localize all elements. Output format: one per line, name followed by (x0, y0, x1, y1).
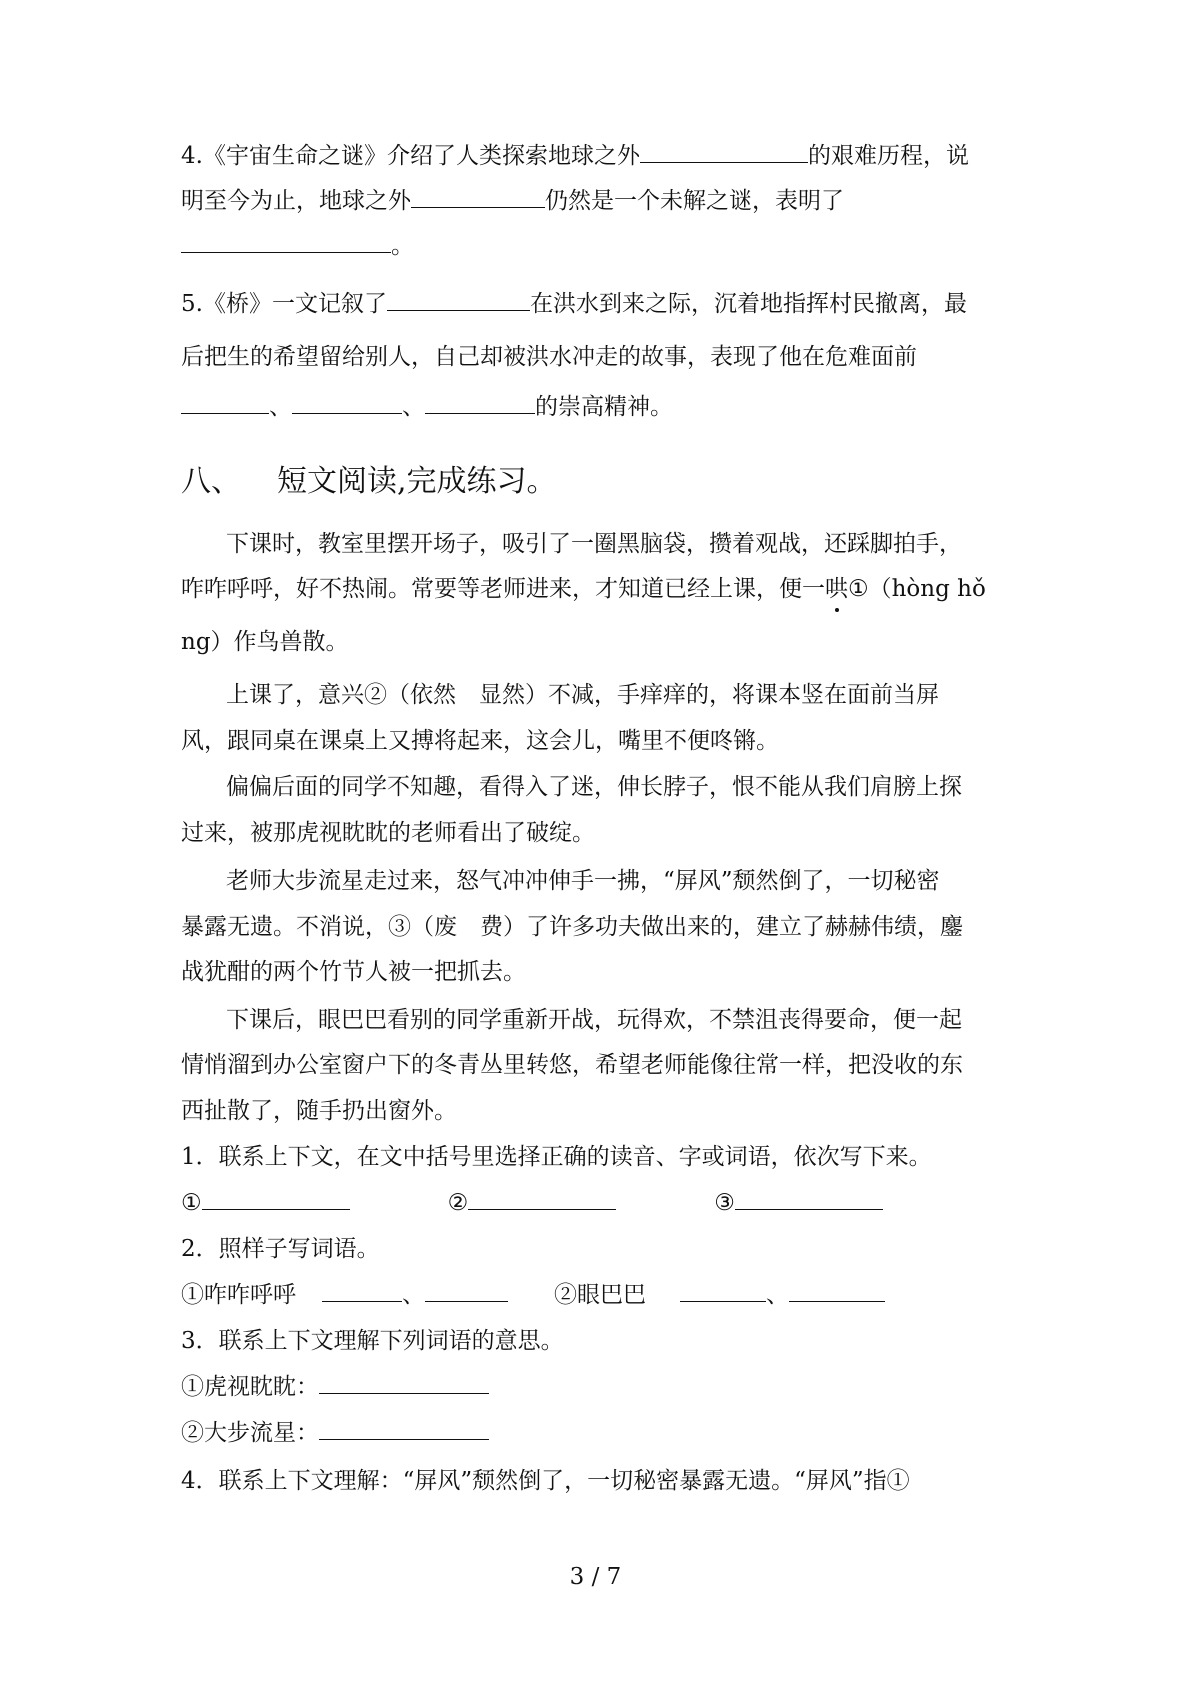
answer-blank[interactable] (292, 393, 402, 414)
passage-line (181, 726, 1011, 756)
example-word: ②眼巴巴 (554, 1282, 646, 1308)
question-text: 3．联系上下文理解下列词语的意思。 (181, 1328, 564, 1354)
answer-marker: ① (181, 1190, 202, 1216)
example-word: ①咋咋呼呼 (181, 1282, 296, 1308)
passage-text: 老师大步流星走过来，怒气冲冲伸手一拂，“屏风”颓然倒了，一切秘密 (226, 868, 940, 894)
answer-marker: ③ (714, 1190, 735, 1216)
question-4 (181, 1466, 1011, 1496)
passage-line (226, 1005, 1056, 1035)
question-3-answer-b (181, 1418, 1011, 1448)
q4-text: 仍然是一个未解之谜，表明了 (545, 188, 844, 214)
q4-text: 。 (391, 233, 414, 259)
q5-text: 在洪水到来之际，沉着地指挥村民撤离，最 (529, 291, 967, 317)
q5-line-2 (181, 342, 1011, 372)
passage-text: 暴露无遗。不消说，③（废 费）了许多功夫做出来的，建立了赫赫伟绩，鏖 (181, 914, 963, 940)
answer-blank[interactable] (322, 1281, 402, 1302)
q4-text: 明至今为止，地球之外 (181, 188, 411, 214)
answer-blank[interactable] (411, 187, 545, 208)
passage-line (181, 627, 1011, 657)
passage-text: 过来，被那虎视眈眈的老师看出了破绽。 (181, 820, 595, 846)
section-title: 短文阅读,完成练习。 (277, 464, 557, 499)
passage-line (226, 680, 1056, 710)
passage-text: 偏偏后面的同学不知趣，看得入了迷，伸长脖子，恨不能从我们肩膀上探 (226, 774, 962, 800)
answer-blank[interactable] (789, 1281, 885, 1302)
passage-text: 情悄溜到办公室窗户下的冬青丛里转悠，希望老师能像往常一样，把没收的东 (181, 1052, 963, 1078)
q4-line-3 (181, 231, 1011, 261)
passage-text: ng）作鸟兽散。 (181, 629, 349, 655)
dotted-character: 哄 (825, 576, 848, 602)
passage-line (226, 866, 1056, 896)
passage-text: 下课时，教室里摆开场子，吸引了一圈黑脑袋，攒着观战，还踩脚拍手， (226, 531, 962, 557)
passage-line (181, 1096, 1011, 1126)
answer-blank[interactable] (319, 1419, 489, 1440)
answer-blank[interactable] (319, 1373, 489, 1394)
answer-blank[interactable] (202, 1189, 350, 1210)
question-3 (181, 1326, 1011, 1356)
page-number: 3 / 7 (569, 1564, 622, 1590)
answer-marker: ② (447, 1190, 469, 1216)
answer-blank[interactable] (387, 290, 530, 311)
question-text: 1．联系上下文，在文中括号里选择正确的读音、字或词语，依次写下来。 (181, 1144, 932, 1170)
answer-blank[interactable] (181, 393, 269, 414)
answer-blank[interactable] (640, 142, 808, 163)
passage-line (181, 818, 1011, 848)
answer-blank[interactable] (425, 393, 535, 414)
q5-text: 后把生的希望留给别人，自己却被洪水冲走的故事，表现了他在危难面前 (181, 344, 917, 370)
passage-text: 上课了，意兴②（依然 显然）不减，手痒痒的，将课本竖在面前当屏 (226, 682, 939, 708)
separator: 、 (766, 1282, 789, 1308)
question-text: ②大步流星： (181, 1420, 319, 1446)
separator: 、 (402, 1282, 425, 1308)
passage-text: 战犹酣的两个竹节人被一把抓去。 (181, 959, 526, 985)
question-text: 2．照样子写词语。 (181, 1236, 380, 1262)
passage-line (226, 772, 1056, 802)
passage-text: ①（hòng hǒ (848, 576, 986, 602)
answer-blank[interactable] (680, 1281, 766, 1302)
question-3-answer-a (181, 1372, 1011, 1402)
section-number: 八、 (181, 464, 241, 499)
q4-text: 4.《宇宙生命之谜》介绍了人类探索地球之外 (181, 143, 640, 169)
q5-text: 的崇高精神。 (535, 394, 673, 420)
passage-text: 西扯散了，随手扔出窗外。 (181, 1098, 457, 1124)
answer-blank[interactable] (735, 1189, 883, 1210)
passage-text: 咋咋呼呼，好不热闹。常要等老师进来，才知道已经上课，便一 (181, 576, 825, 602)
passage-line (181, 912, 1011, 942)
passage-line (181, 574, 1011, 604)
passage-line (226, 529, 1056, 559)
q4-text: 的艰难历程，说 (807, 143, 969, 169)
q5-text: 5.《桥》一文记叙了 (181, 291, 387, 317)
question-1 (181, 1142, 1011, 1172)
question-text: 4．联系上下文理解：“屏风”颓然倒了，一切秘密暴露无遗。“屏风”指① (181, 1468, 910, 1494)
answer-blank[interactable] (468, 1189, 616, 1210)
passage-line (181, 957, 1011, 987)
passage-line (181, 1050, 1011, 1080)
q5-line-1 (181, 289, 1011, 319)
answer-blank[interactable] (181, 232, 391, 253)
separator: 、 (402, 394, 425, 420)
q4-line-1 (181, 141, 1011, 171)
q5-line-3 (181, 392, 1011, 422)
answer-blank[interactable] (425, 1281, 508, 1302)
question-2-answers (181, 1280, 1011, 1310)
question-1-answers (181, 1188, 1011, 1218)
q4-line-2 (181, 186, 1011, 216)
question-text: ①虎视眈眈： (181, 1374, 319, 1400)
section-heading (181, 462, 557, 502)
separator: 、 (269, 394, 292, 420)
passage-text: 风，跟同桌在课桌上又搏将起来，这会儿，嘴里不便咚锵。 (181, 728, 779, 754)
question-2 (181, 1234, 1011, 1264)
passage-text: 下课后，眼巴巴看别的同学重新开战，玩得欢，不禁沮丧得要命，便一起 (226, 1007, 962, 1033)
